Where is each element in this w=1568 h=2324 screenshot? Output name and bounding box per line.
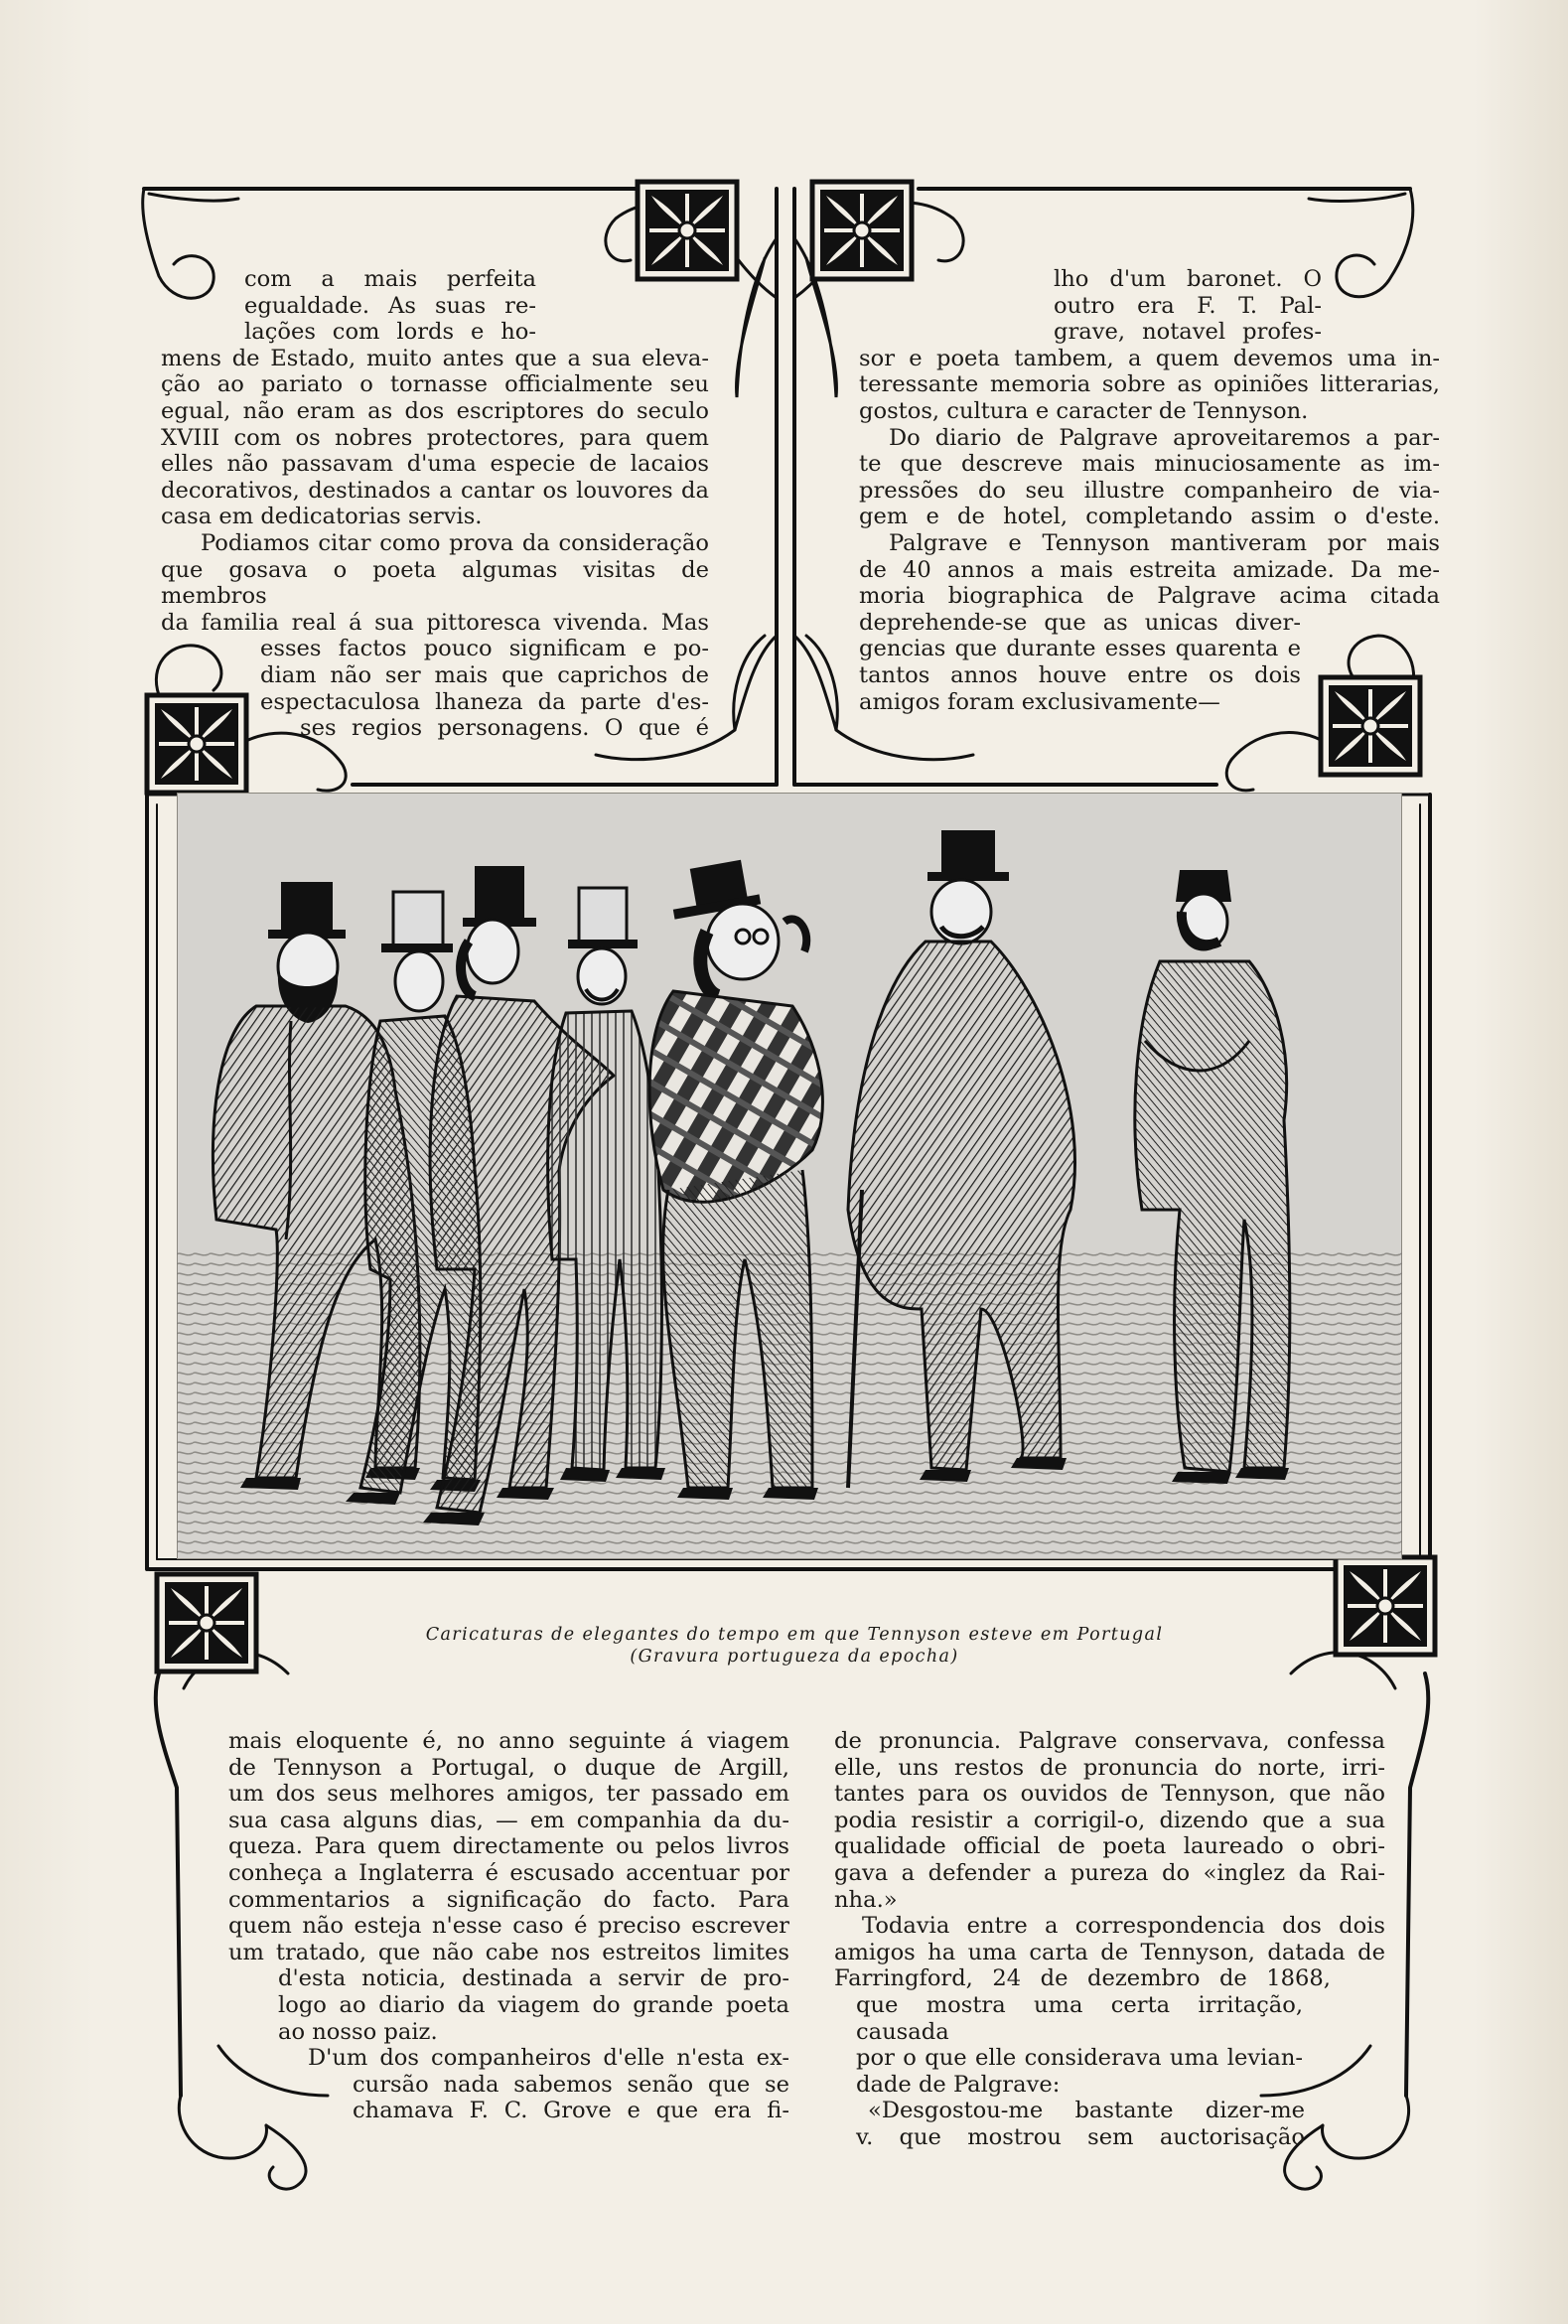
text-line: gostos, cultura e caracter de Tennyson. <box>859 397 1309 424</box>
text-line: podia resistir a corrigil-o, dizendo que a sua <box>834 1807 1385 1833</box>
text-line: egualdade. As suas re- <box>244 292 536 319</box>
illustration-caption <box>298 1624 1291 1668</box>
text-line: d'esta noticia, destinada a servir de pro- <box>278 1965 789 1992</box>
text-line: Podiamos citar como prova da consideração <box>201 529 709 556</box>
text-line: deprehende-se que as unicas diver- <box>859 609 1301 636</box>
text-line: qualidade official de poeta laureado o obri- <box>834 1833 1385 1860</box>
caption-title: Caricaturas de elegantes do tempo em que Tennyson esteve em Portugal <box>425 1625 1164 1645</box>
text-line: conheça a Inglaterra é escusado accentuar por <box>228 1859 789 1886</box>
text-line: D'um dos companheiros d'elle n'esta ex- <box>308 2045 789 2072</box>
text-line: commentarios a significação do facto. Para <box>228 1886 789 1913</box>
text-line: diam não ser mais que caprichos de <box>260 661 709 688</box>
text-line: Do diario de Palgrave aproveitaremos a par- <box>889 424 1440 451</box>
text-line: sua casa alguns dias, — em companhia da du- <box>228 1807 789 1833</box>
text-line: mais eloquente é, no anno seguinte á viagem <box>228 1728 789 1754</box>
text-line: gem e de hotel, completando assim o d'este. <box>859 504 1440 530</box>
text-line: quem não esteja n'esse caso é preciso escrever <box>228 1913 789 1940</box>
text-line: tantes para os ouvidos de Tennyson, que não <box>834 1781 1385 1808</box>
top-right-column <box>859 266 1440 715</box>
text-line: por o que elle considerava uma levian- <box>856 2045 1303 2072</box>
text-line: sor e poeta tambem, a quem devemos uma in- <box>859 345 1440 371</box>
text-line: teressante memoria sobre as opiniões litterarias, <box>859 371 1440 398</box>
text-line: elle, uns restos de pronuncia do norte, irri- <box>834 1754 1385 1781</box>
text-line: tantos annos houve entre os dois <box>859 661 1301 688</box>
text-line: te que descreve mais minuciosamente as im- <box>859 451 1440 478</box>
top-left-column <box>161 266 709 742</box>
bottom-left-column <box>228 1728 789 2124</box>
text-line: ao nosso paiz. <box>278 2018 438 2045</box>
text-line: gava a defender a pureza do «inglez da Rai- <box>834 1859 1385 1886</box>
text-line: um dos seus melhores amigos, ter passado em <box>228 1781 789 1808</box>
text-line: Farringford, 24 de dezembro de 1868, <box>834 1965 1331 1992</box>
text-line: «Desgostou-me bastante dizer-me <box>868 2098 1305 2124</box>
text-line: amigos foram exclusivamente— <box>859 688 1220 715</box>
text-line: que mostra uma certa irritação, causada <box>856 1991 1303 2045</box>
text-line: Todavia entre a correspondencia dos dois <box>862 1913 1385 1940</box>
text-line: moria biographica de Palgrave acima citada <box>859 583 1440 610</box>
text-line: chamava F. C. Grove e que era fi- <box>353 2098 789 2124</box>
text-line: Palgrave e Tennyson mantiveram por mais <box>889 529 1440 556</box>
text-line: nha.» <box>834 1886 898 1913</box>
text-line: v. que mostrou sem auctorisação <box>856 2123 1305 2150</box>
text-line: egual, não eram as dos escriptores do seculo <box>161 397 709 424</box>
text-line: casa em dedicatorias servis. <box>161 504 483 530</box>
text-line: lações com lords e ho- <box>244 319 536 346</box>
text-line: ção ao pariato o tornasse officialmente seu <box>161 371 709 398</box>
text-line: de 40 annos a mais estreita amizade. Da me- <box>859 556 1440 583</box>
text-line: pressões do seu illustre companheiro de via- <box>859 477 1440 504</box>
text-line: da familia real á sua pittoresca vivenda. Mas <box>161 609 709 636</box>
text-line: queza. Para quem directamente ou pelos livros <box>228 1833 789 1860</box>
text-line: logo ao diario da viagem do grande poeta <box>278 1991 789 2018</box>
caption-source: (Gravura portugueza da epocha) <box>630 1647 959 1667</box>
text-line: decorativos, destinados a cantar os louvores da <box>161 477 709 504</box>
text-line: espectaculosa lhaneza da parte d'es- <box>260 688 709 715</box>
text-line: um tratado, que não cabe nos estreitos limites <box>228 1939 789 1965</box>
text-line: lho d'um baronet. O <box>1054 266 1322 292</box>
text-line: que gosava o poeta algumas visitas de membros <box>161 556 709 610</box>
text-line: gencias que durante esses quarenta e <box>859 636 1301 662</box>
text-line: dade de Palgrave: <box>856 2071 1061 2098</box>
text-line: grave, notavel profes- <box>1054 319 1322 346</box>
text-line: com a mais perfeita <box>244 266 536 292</box>
text-line: amigos ha uma carta de Tennyson, datada de <box>834 1939 1385 1965</box>
text-line: de pronuncia. Palgrave conservava, confessa <box>834 1728 1385 1754</box>
bottom-right-column <box>834 1728 1385 2151</box>
text-line: elles não passavam d'uma especie de lacaios <box>161 451 709 478</box>
text-line: mens de Estado, muito antes que a sua eleva- <box>161 345 709 371</box>
text-line: outro era F. T. Pal- <box>1054 292 1322 319</box>
text-line: cursão nada sabemos senão que se <box>353 2071 789 2098</box>
text-line: de Tennyson a Portugal, o duque de Argill, <box>228 1754 789 1781</box>
text-line: XVIII com os nobres protectores, para quem <box>161 424 709 451</box>
text-line: esses factos pouco significam e po- <box>260 636 709 662</box>
caricature-illustration <box>177 793 1402 1559</box>
text-line: ses regios personagens. O que é <box>300 715 709 742</box>
